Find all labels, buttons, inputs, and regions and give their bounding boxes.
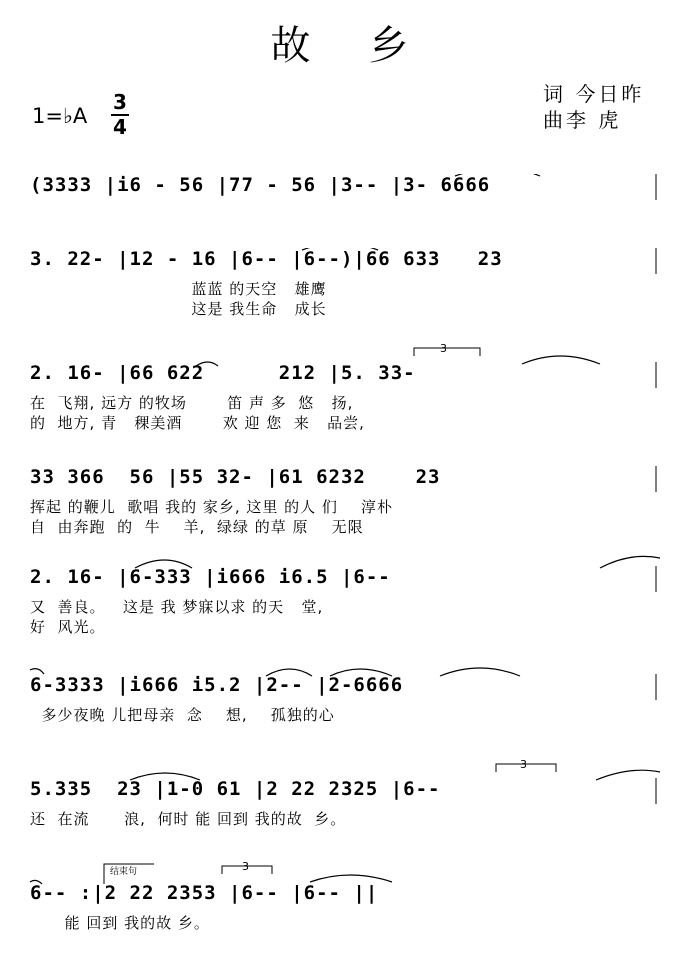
time-signature-denominator: 4 <box>113 115 127 139</box>
notation-line: 33 366 56 |55 32- |61 6232 23 <box>30 466 441 488</box>
triplet-number: 3 <box>440 342 447 355</box>
lyric-verse-1: 挥起 的鞭儿 歌唱 我的 家乡, 这里 的人 们 淳朴 <box>30 498 393 516</box>
lyric-verse-1: 多少夜晚 儿把母亲 念 想, 孤独的心 <box>30 706 335 724</box>
lyric-verse-2: 好 风光。 <box>30 618 106 636</box>
slur-marks <box>0 552 679 612</box>
slur-marks <box>0 248 679 308</box>
notation-line: 6-3333 |i666 i5.2 |2-- |2-6666 <box>30 674 404 696</box>
barline-marks <box>0 466 679 526</box>
lyric-verse-1: 蓝蓝 的天空 雄鹰 <box>30 280 327 298</box>
time-signature-numerator: 3 <box>113 90 127 114</box>
lyric-verse-2: 的 地方, 青 稞美酒 欢 迎 您 来 品尝, <box>30 414 365 432</box>
triplet-number: 3 <box>520 758 527 771</box>
song-title: 故乡 <box>270 23 467 69</box>
coda-label: 结束句 <box>110 867 138 877</box>
slur-marks <box>0 660 679 720</box>
notation-line: 2. 16- |66 622 212 |5. 33- <box>30 362 416 384</box>
lyric-verse-1: 能 回到 我的故 乡。 <box>30 914 210 932</box>
notation-line: 6-- :|2 22 2353 |6-- |6-- || <box>30 882 379 904</box>
lyric-verse-1: 又 善良。 这是 我 梦寐以求 的天 堂, <box>30 598 324 616</box>
notation-line: 5.335 23 |1-0 61 |2 22 2325 |6-- <box>30 778 441 800</box>
lyricist-credit: 词 今日昨 <box>543 82 645 106</box>
notation-line: (3333 |i6 - 56 |77 - 56 |3-- |3- 6666 <box>30 174 491 196</box>
slur-and-barline-marks <box>0 174 679 234</box>
coda-triplet-and-slur-marks <box>0 856 679 916</box>
composer-credit: 曲李 虎 <box>543 108 622 132</box>
lyric-verse-2: 这是 我生命 成长 <box>30 300 327 318</box>
lyric-verse-1: 还 在流 浪, 何时 能 回到 我的故 乡。 <box>30 810 347 828</box>
triplet-and-slur-marks <box>0 340 679 400</box>
triplet-and-slur-marks <box>0 756 679 816</box>
notation-line: 3. 22- |12 - 16 |6-- |6--)|66 633 23 <box>30 248 503 270</box>
key-signature: 1=♭A <box>32 104 88 128</box>
lyric-verse-1: 在 飞翔, 远方 的牧场 笛 声 多 悠 扬, <box>30 394 354 412</box>
notation-line: 2. 16- |6-333 |i666 i6.5 |6-- <box>30 566 391 588</box>
lyric-verse-2: 自 由奔跑 的 牛 羊, 绿绿 的草 原 无限 <box>30 518 364 536</box>
triplet-number: 3 <box>242 860 249 873</box>
